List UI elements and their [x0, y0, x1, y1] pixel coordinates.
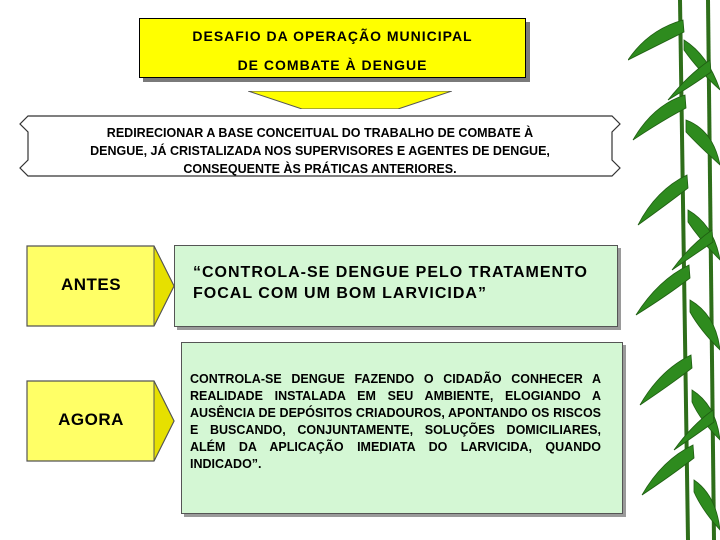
agora-label: AGORA	[58, 410, 124, 429]
redirect-line-3: CONSEQUENTE ÀS PRÁTICAS ANTERIORES.	[183, 162, 457, 176]
redirect-line-1: REDIRECIONAR A BASE CONCEITUAL DO TRABALHO DE COMBATE À	[106, 126, 534, 140]
bamboo-decoration-icon	[628, 0, 720, 540]
antes-label: ANTES	[60, 275, 122, 294]
antes-pentagon	[26, 245, 176, 327]
antes-quote-box	[174, 245, 618, 327]
redirect-line-2: DENGUE, JÁ CRISTALIZADA NOS SUPERVISORES E AGENTES DE DENGUE,	[90, 144, 550, 158]
redirect-box	[18, 114, 622, 178]
agora-text: CONTROLA-SE DENGUE FAZENDO O CIDADÃO CONHECER A REALIDADE INSTALADA EM SEU AMBIENTE, ELOGIANDO A AUSÊNCIA DE DEPÓSITOS CRIADOUROS, APONTANDO OS RISCOS E BUSCANDO, CONJUNTAMENTE, SOLUÇÕES DOMICILIARES, ALÉM DA APLICAÇÃO IMEDIATA DO LARVICIDA, QUANDO INDICADO”.	[190, 372, 601, 471]
title-line-2: DE COMBATE À DENGUE	[237, 57, 428, 73]
title-box	[139, 18, 526, 78]
down-arrow-icon	[248, 91, 452, 109]
agora-pentagon	[26, 380, 176, 462]
antes-quote-text: “CONTROLA-SE DENGUE PELO TRATAMENTO FOCAL COM UM BOM LARVICIDA”	[193, 264, 588, 302]
agora-text-box	[181, 342, 623, 514]
title-line-1: DESAFIO DA OPERAÇÃO MUNICIPAL	[192, 28, 473, 44]
